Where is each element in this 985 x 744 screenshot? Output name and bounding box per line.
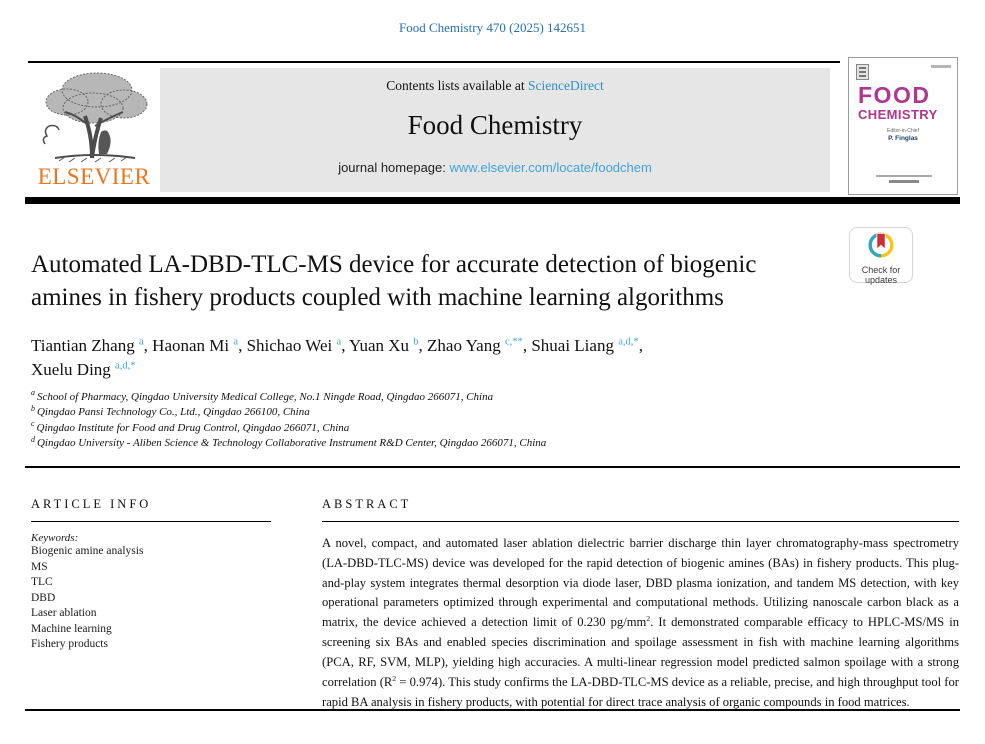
article-info-header: ARTICLE INFO: [31, 497, 152, 511]
masthead-box: [160, 68, 830, 192]
abstract-rule: [322, 521, 959, 522]
abstract-section: [322, 497, 959, 712]
contents-prefix: Contents lists available at: [386, 78, 528, 93]
page-bottom-rule: [25, 709, 960, 711]
homepage-link[interactable]: www.elsevier.com/locate/foodchem: [449, 160, 652, 175]
cover-title-line2: CHEMISTRY: [858, 107, 938, 122]
article-info-section: [31, 497, 273, 653]
keywords-label: Keywords:: [31, 532, 79, 544]
elsevier-logo: [30, 66, 158, 194]
keyword-item: Biogenic amine analysis: [31, 545, 144, 557]
affiliation-item: $^c$ Qingdao Institute for Food and Drug Control, Qingdao 266071, China: [31, 419, 350, 434]
article-title: Automated LA-DBD-TLC-MS device for accurate detection of biogenic amines in fishery products coupled with machine learning algorithms: [31, 251, 757, 311]
citation-link[interactable]: Food Chemistry 470 (2025) 142651: [398, 20, 587, 35]
check-for-updates-badge[interactable]: [849, 227, 913, 286]
header-top-rule: [28, 61, 840, 63]
keyword-item: Machine learning: [31, 622, 112, 635]
cover-editor-name: P. Finglas: [888, 135, 918, 142]
homepage-prefix: journal homepage:: [338, 160, 450, 175]
homepage-line: [160, 160, 830, 175]
elsevier-tree-icon: [35, 66, 153, 166]
keyword-item: MS: [31, 560, 48, 573]
abstract-text: A novel, compact, and automated laser ablation dielectric barrier discharge thin layer chromatography-mass spectrometry (LA-DBD-TLC-MS) device was developed for the rapid detection of biogenic amines (BAs) in fishery products. This plug-and-play system integrates thermal desorption via diode laser, DBD plasma ionization, and tandem MS detection, with key operational parameters optimized through experimental and computational methods. Utilizing nanoscale carbon black as a matrix, the device achieved a detection limit of 0.230 $pg/mm^2$. It demonstrated comparable efficacy to HPLC-MS/MS in screening six BAs and enabled species discrimination and spoilage assessment in fish with machine learning algorithms (PCA, RF, SVM, MLP), yielding high accuracies. A multi-linear regression model predicted salmon spoilage with a strong correlation $(R^2 = 0.974)$. This study confirms the LA-DBD-TLC-MS device as a reliable, precise, and high throughput tool for rapid BA analysis in fishery products, with potential for direct trace analysis of organic compounds in food matrices.: [322, 536, 959, 709]
cover-footer-text2: [889, 180, 919, 183]
affiliation-item: $^d$ Qingdao University - Aliben Science & Technology Collaborative Instrument R&D Center, Qingdao 266071, China: [31, 434, 547, 450]
sciencedirect-link[interactable]: ScienceDirect: [528, 78, 604, 93]
elsevier-wordmark: ELSEVIER: [37, 164, 151, 189]
contents-line: [160, 78, 830, 94]
cover-issn-text: [931, 65, 951, 68]
cover-footer-text1: [876, 175, 932, 177]
cover-title-line1: FOOD: [858, 82, 931, 108]
affiliation-list: [31, 390, 731, 452]
author-list: Tiantian Zhang $^a$, Haonan Mi $^a$, Shichao Wei $^a$, Yuan Xu $^b$, Zhao Yang $^{c,**}$, Shuai Liang $^{a,d,*}$, Xuelu Ding $^{a,d,*}$: [31, 336, 643, 380]
keyword-item: Fishery products: [31, 638, 108, 650]
keyword-item: TLC: [31, 576, 53, 588]
keyword-item: Laser ablation: [31, 607, 97, 619]
affiliation-item: $^a$ School of Pharmacy, Qingdao University Medical College, No.1 Ningde Road, Qingdao 266071, China: [31, 388, 494, 403]
journal-citation-line: [0, 20, 985, 36]
cover-crest-icon: [856, 64, 869, 80]
check-for-updates-label: Check for updates: [861, 265, 901, 286]
section-divider-rule: [25, 466, 960, 468]
affiliation-item: $^b$ Qingdao Pansi Technology Co., Ltd., Qingdao 266100, China: [31, 403, 310, 419]
header-divider-bar: [25, 197, 960, 204]
cover-editor: [849, 128, 957, 142]
article-info-rule: [31, 521, 271, 522]
cover-editor-label: Editor-in-Chief: [887, 128, 919, 134]
journal-title: Food Chemistry: [407, 110, 583, 140]
keyword-item: DBD: [31, 591, 56, 604]
abstract-header: ABSTRACT: [322, 497, 412, 511]
crossmark-icon: [866, 230, 896, 260]
journal-cover-thumbnail[interactable]: [848, 57, 958, 195]
